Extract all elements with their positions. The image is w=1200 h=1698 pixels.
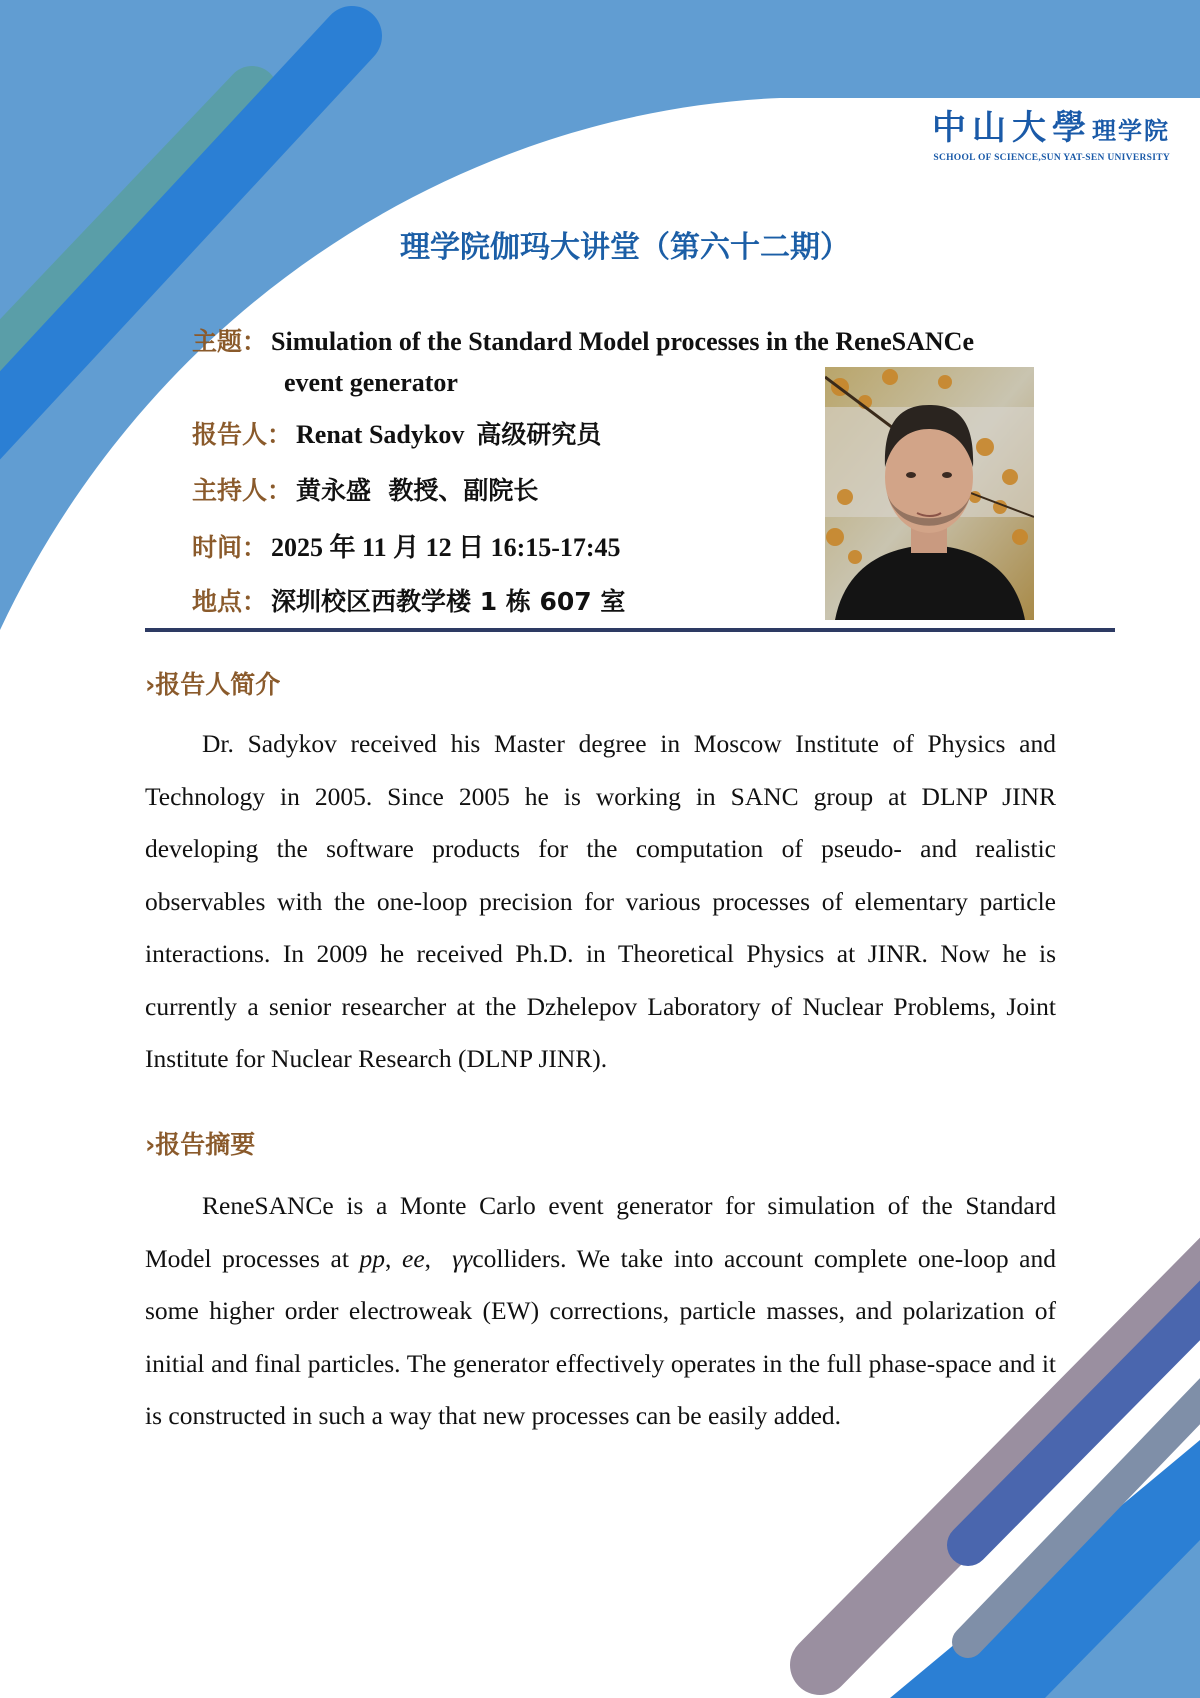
speaker-photo bbox=[825, 367, 1034, 620]
time-row bbox=[192, 527, 621, 564]
place-label: 地点： bbox=[192, 587, 268, 616]
abstract-heading: ›报告摘要 bbox=[145, 1130, 256, 1159]
bio-heading: ›报告人简介 bbox=[145, 670, 281, 699]
speaker-name: Renat Sadykov bbox=[296, 420, 465, 449]
lecture-title: 理学院伽玛大讲堂（第六十二期） bbox=[400, 230, 850, 265]
place-value: 深圳校区西教学楼 1 栋 607 室 bbox=[271, 587, 626, 616]
host-row bbox=[192, 471, 538, 507]
abstract-math-gammagamma: γγ bbox=[452, 1243, 473, 1273]
topic-line-1: Simulation of the Standard Model processes in the ReneSANCe bbox=[271, 327, 974, 356]
abstract-separator-2: , bbox=[424, 1243, 453, 1273]
topic-row-continued bbox=[284, 368, 458, 398]
abstract-text-part-1: ReneSANCe is a Monte Carlo event generator for simulation of the Standard Model processes at bbox=[145, 1191, 1056, 1273]
abstract-separator-1: , bbox=[385, 1243, 402, 1273]
speaker-title: 高级研究员 bbox=[476, 420, 602, 449]
time-label: 时间： bbox=[192, 533, 268, 562]
topic-line-2: event generator bbox=[284, 368, 458, 397]
abstract-text bbox=[145, 1180, 1056, 1443]
topic-row bbox=[192, 322, 974, 358]
host-label: 主持人： bbox=[192, 476, 293, 505]
speaker-label: 报告人： bbox=[192, 420, 293, 449]
place-row bbox=[192, 582, 625, 618]
host-name: 黄永盛 教授、副院长 bbox=[296, 476, 539, 505]
speaker-row bbox=[192, 415, 601, 451]
section-divider bbox=[145, 628, 1115, 632]
logo-university-name: 中山大學 bbox=[932, 108, 1092, 148]
logo-school-name: 理学院 bbox=[1092, 116, 1170, 145]
bio-text: Dr. Sadykov received his Master degree in Moscow Institute of Physics and Technology in 2005. Since 2005 he is working in SANC group at DLNP JINR developing the software products for the computation of pseudo- and realistic observables with the one-loop precision for various processes of elementary particle interactions. In 2009 he received Ph.D. in Theoretical Physics at JINR. Now he is currently a senior researcher at the Dzhelepov Laboratory of Nuclear Problems, Joint Institute for Nuclear Research (DLNP JINR). bbox=[145, 729, 1056, 1073]
logo-english-name: SCHOOL OF SCIENCE,SUN YAT-SEN UNIVERSITY bbox=[933, 153, 1170, 163]
time-value: 2025 年 11 月 12 日 16:15-17:45 bbox=[271, 533, 621, 562]
abstract-math-pp: pp bbox=[359, 1243, 386, 1273]
abstract-text-part-2: colliders. We take into account complete one-loop and some higher order electroweak (EW) corrections, particle masses, and polarization of initial and final particles. The generator effectively operates in the full phase-space and it is constructed in such a way that new processes can be easily added. bbox=[145, 1243, 1056, 1430]
topic-label: 主题： bbox=[192, 327, 268, 356]
university-logo bbox=[930, 108, 1170, 163]
abstract-math-ee: ee bbox=[402, 1243, 425, 1273]
logo-wordmark bbox=[930, 108, 1170, 151]
